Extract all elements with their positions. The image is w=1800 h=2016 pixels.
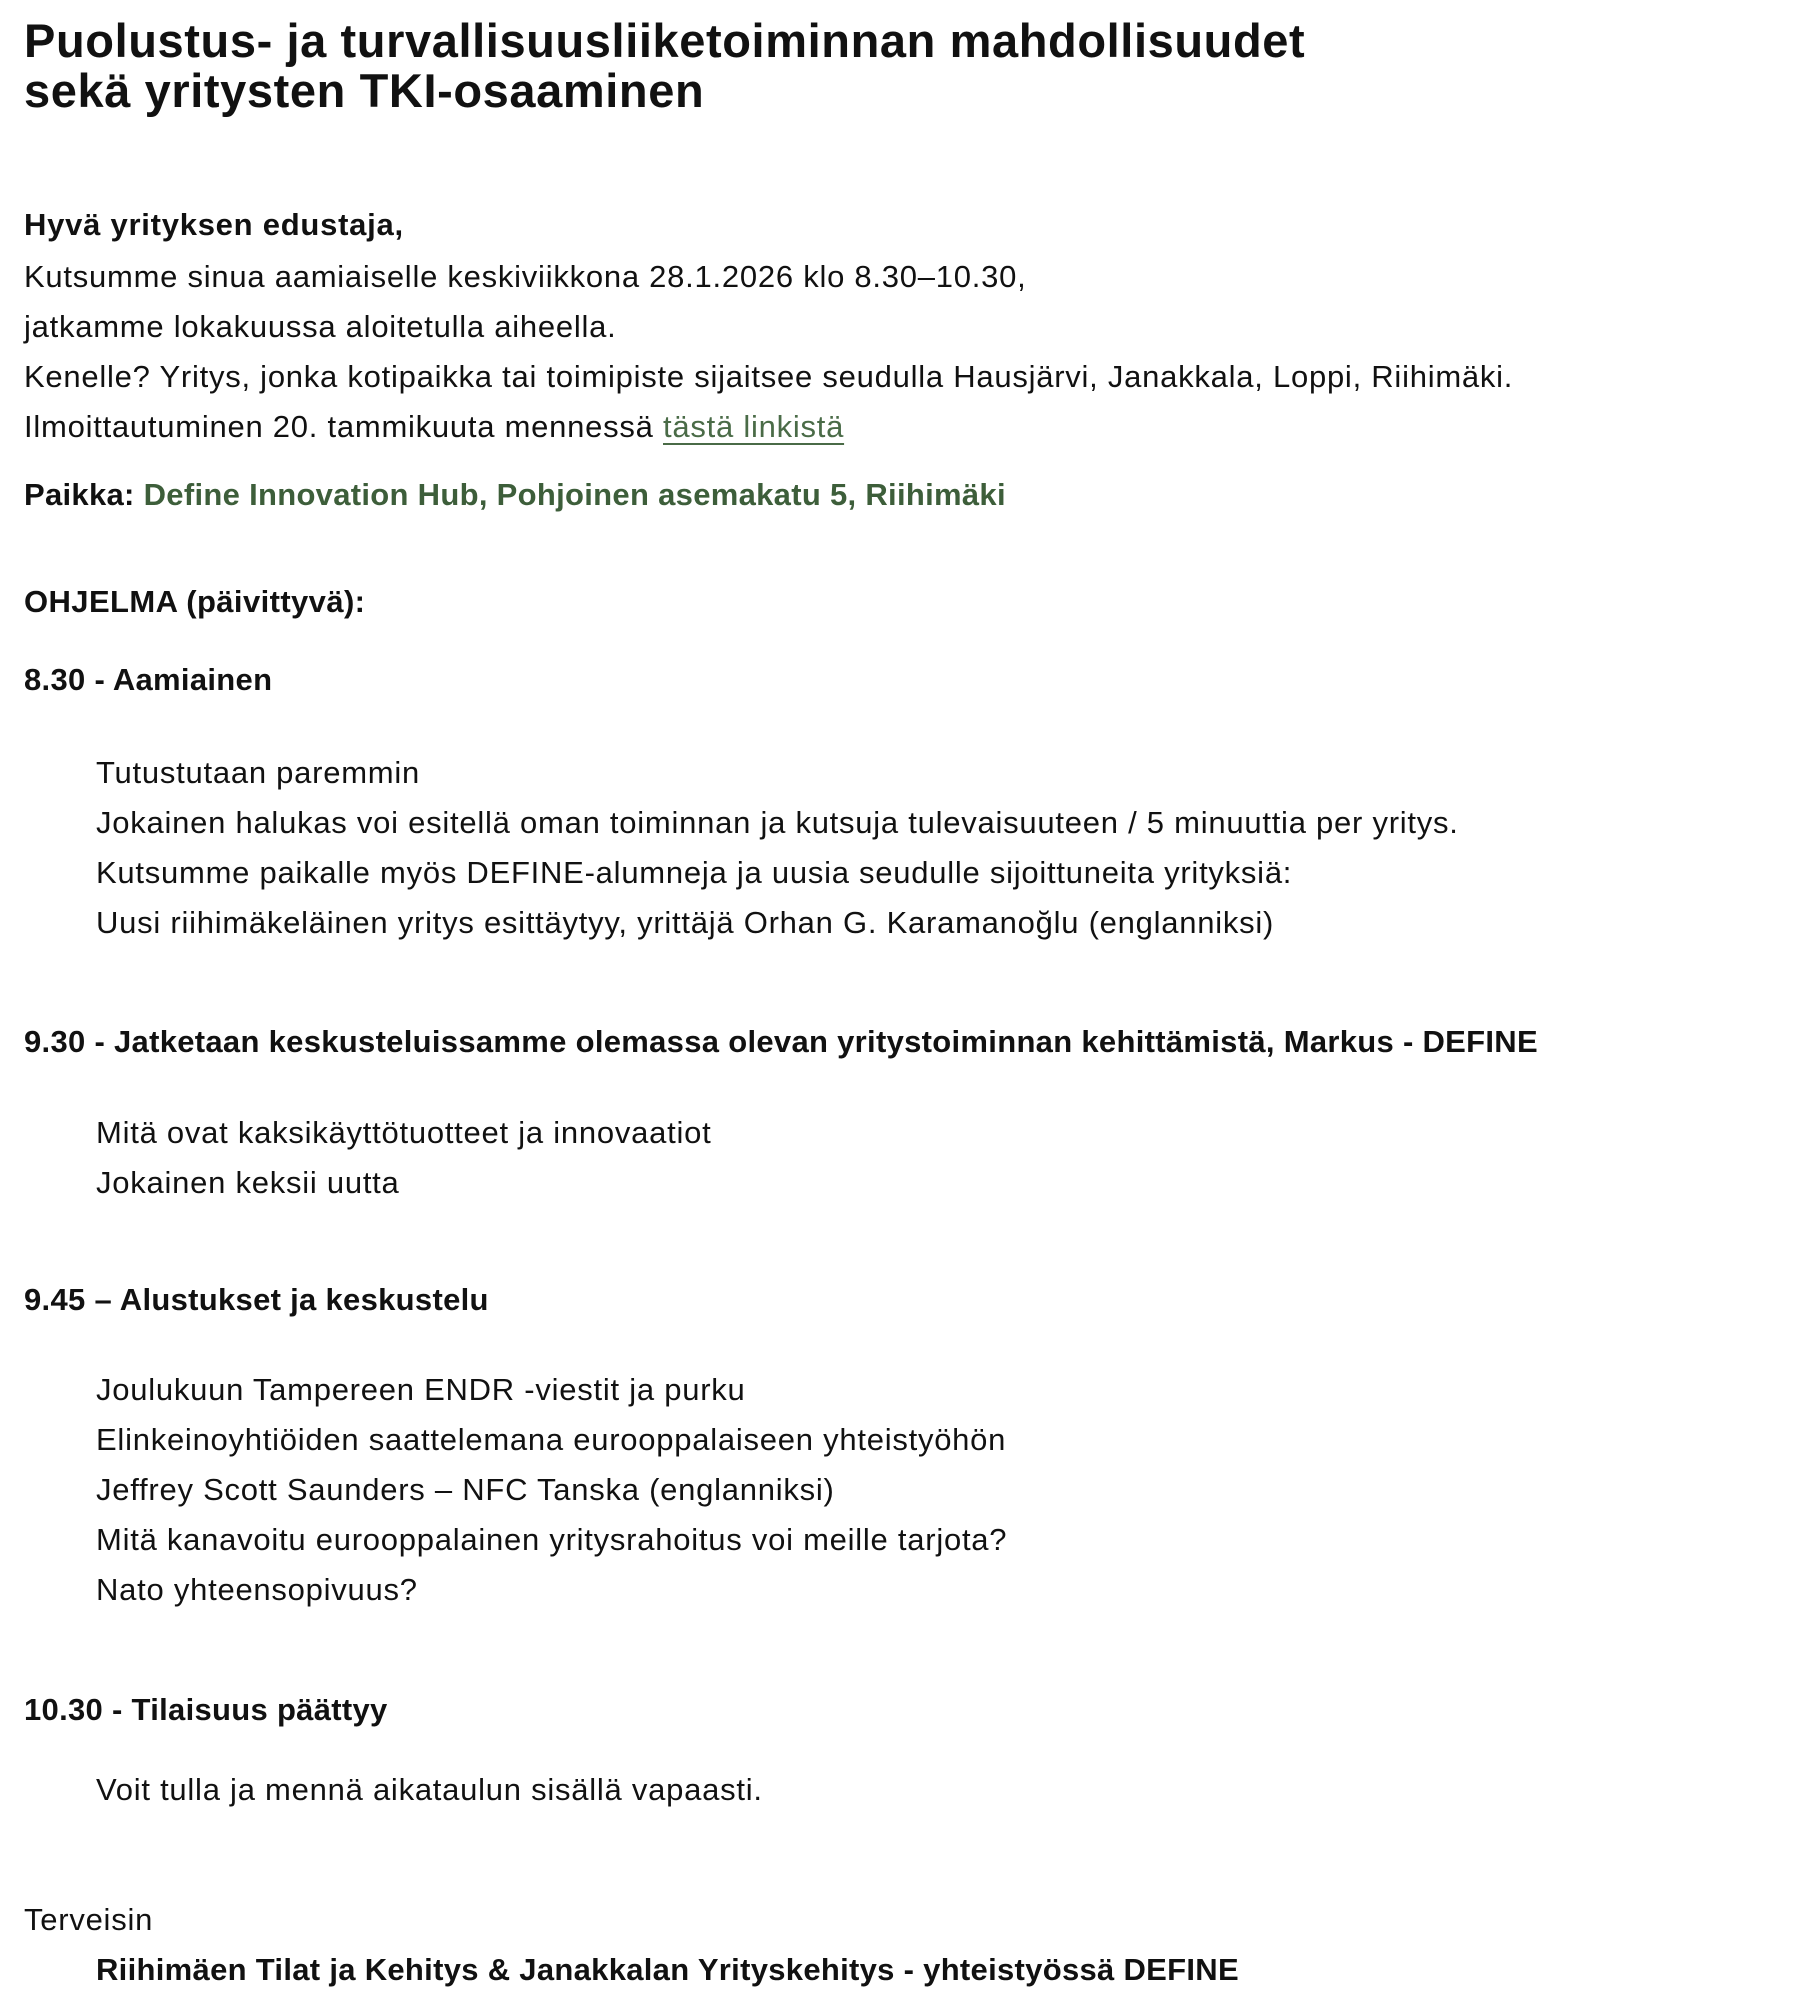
program-section-items — [96, 1108, 711, 1208]
place-line — [24, 470, 1006, 520]
program-item: Jeffrey Scott Saunders – NFC Tanska (englanniksi) — [96, 1472, 835, 1507]
place-value: Define Innovation Hub, Pohjoinen asemakatu 5, Riihimäki — [143, 477, 1006, 512]
program-item: Mitä kanavoitu eurooppalainen yritysrahoitus voi meille tarjota? — [96, 1522, 1008, 1557]
program-section-title: 9.45 – Alustukset ja keskustelu — [24, 1282, 489, 1317]
page-title-line-1: Puolustus- ja turvallisuusliiketoiminnan mahdollisuudet — [24, 14, 1306, 67]
program-item: Joulukuun Tampereen ENDR -viestit ja purku — [96, 1372, 746, 1407]
program-section-title: 9.30 - Jatketaan keskusteluissamme olemassa olevan yritystoiminnan kehittämistä, Markus - DEFINE — [24, 1024, 1538, 1059]
registration-text: Ilmoittautuminen 20. tammikuuta mennessä — [24, 409, 663, 444]
place-label: Paikka: — [24, 477, 135, 512]
greeting: Hyvä yrityksen edustaja, — [24, 207, 404, 242]
page-title-line-2: sekä yritysten TKI-osaaminen — [24, 64, 705, 117]
program-section-items — [96, 1765, 763, 1815]
signature: Riihimäen Tilat ja Kehitys & Janakkalan Yrityskehitys - yhteistyössä DEFINE — [96, 1952, 1239, 1987]
intro-line-topic: jatkamme lokakuussa aloitetulla aiheella. — [24, 309, 617, 344]
program-section-items — [96, 748, 1459, 948]
intro-line-invitation: Kutsumme sinua aamiaiselle keskiviikkona 28.1.2026 klo 8.30–10.30, — [24, 259, 1027, 294]
program-item: Kutsumme paikalle myös DEFINE-alumneja ja uusia seudulle sijoittuneita yrityksiä: — [96, 855, 1293, 890]
program-item: Tutustutaan paremmin — [96, 755, 421, 790]
program-item: Nato yhteensopivuus? — [96, 1572, 418, 1607]
program-heading: OHJELMA (päivittyvä): — [24, 584, 366, 619]
registration-link[interactable]: tästä linkistä — [663, 409, 845, 444]
program-item: Voit tulla ja mennä aikataulun sisällä vapaasti. — [96, 1772, 763, 1807]
program-item: Elinkeinoyhtiöiden saattelemana eurooppalaiseen yhteistyöhön — [96, 1422, 1007, 1457]
program-item: Uusi riihimäkeläinen yritys esittäytyy, yrittäjä Orhan G. Karamanoğlu (englanniksi) — [96, 905, 1275, 940]
program-section-title: 10.30 - Tilaisuus päättyy — [24, 1692, 388, 1727]
closing-greeting: Terveisin — [24, 1902, 154, 1937]
intro-line-audience: Kenelle? Yritys, jonka kotipaikka tai toimipiste sijaitsee seudulla Hausjärvi, Janakkala, Loppi, Riihimäki. — [24, 359, 1514, 394]
intro-line-registration — [24, 402, 844, 452]
program-item: Jokainen keksii uutta — [96, 1165, 400, 1200]
program-item: Mitä ovat kaksikäyttötuotteet ja innovaatiot — [96, 1115, 712, 1150]
page-title — [24, 16, 1305, 116]
program-section-title: 8.30 - Aamiainen — [24, 662, 273, 697]
program-item: Jokainen halukas voi esitellä oman toiminnan ja kutsuja tulevaisuuteen / 5 minuuttia per yritys. — [96, 805, 1459, 840]
program-section-items — [96, 1365, 1007, 1615]
